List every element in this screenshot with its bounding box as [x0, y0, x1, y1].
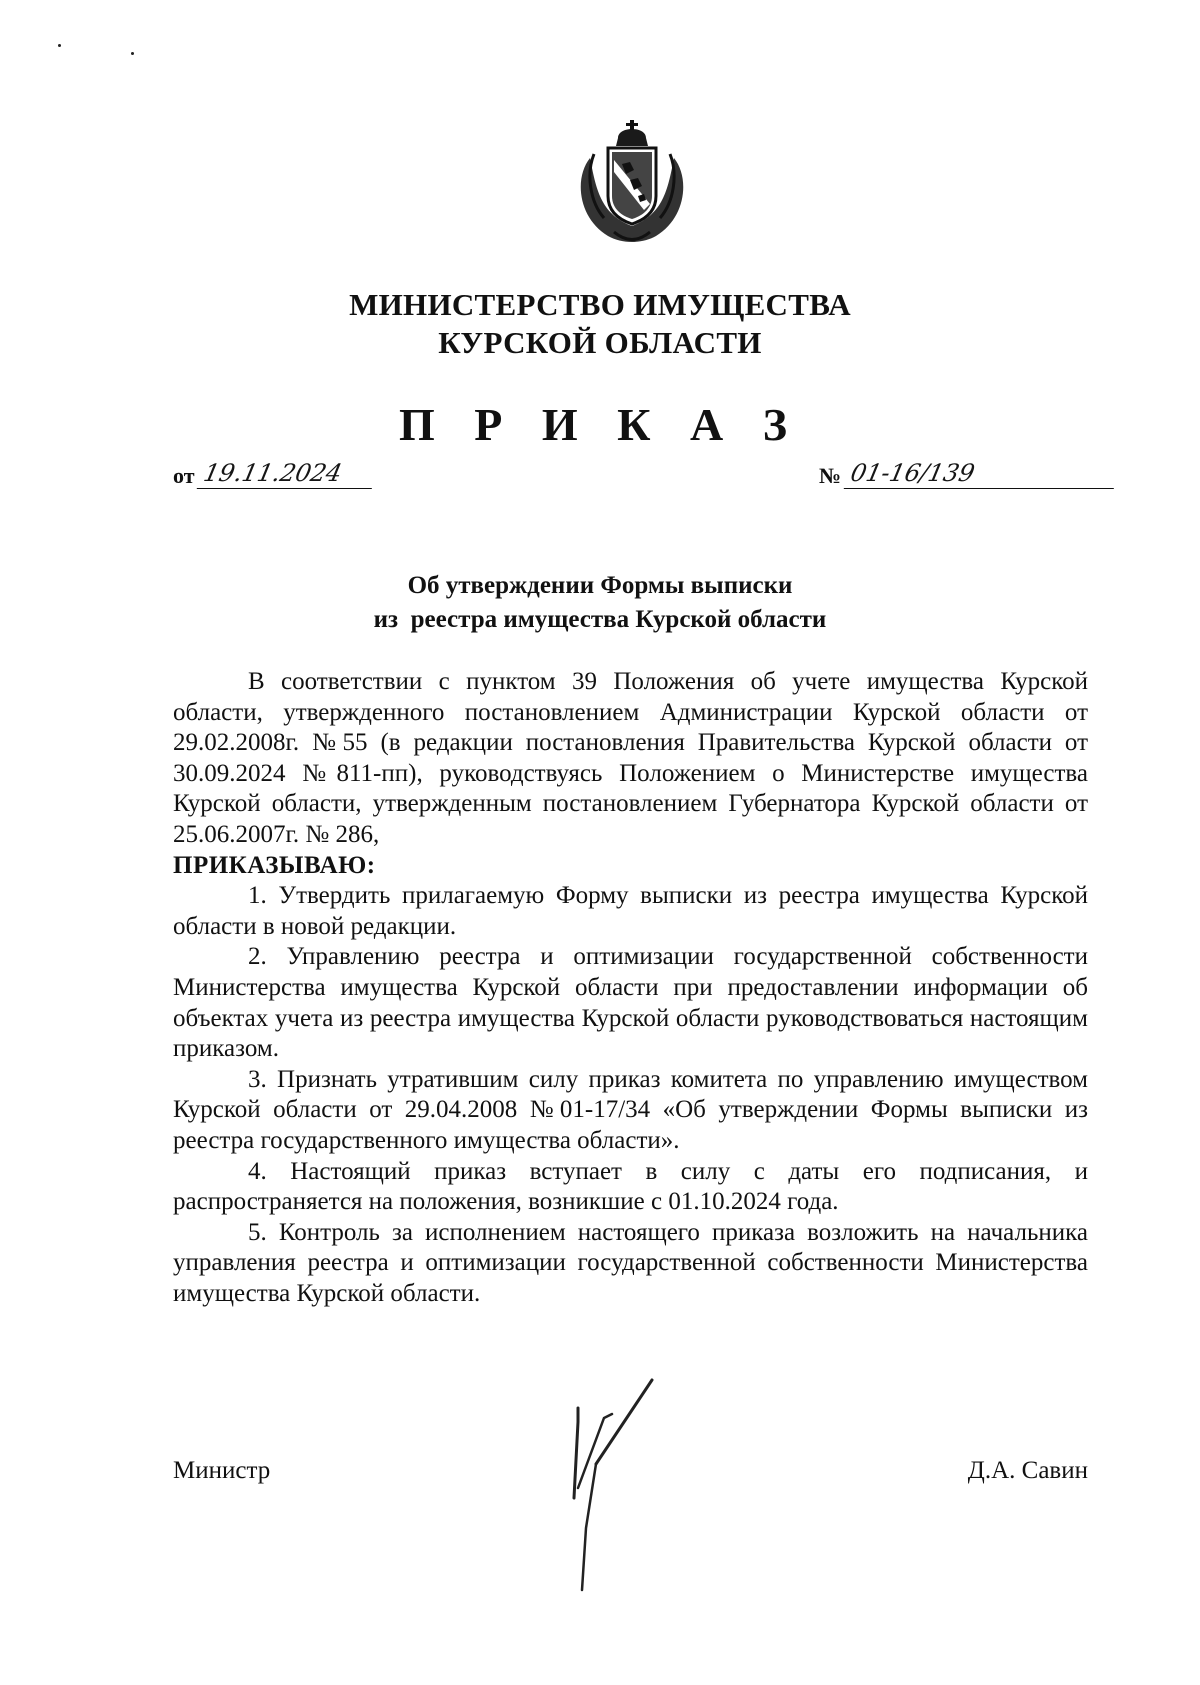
order-item: 3. Признать утратившим силу приказ комитета по управлению имуществом Курской области от 29.04.2008 №01-17/34 «Об утверждении Формы выписки из реестра государственного имущества области».: [173, 1065, 1088, 1154]
order-subject: [0, 569, 1200, 637]
order-date: [173, 458, 375, 494]
decree-word: ПРИКАЗЫВАЮ:: [173, 851, 376, 879]
order-item: 5. Контроль за исполнением настоящего приказа возложить на начальника управления реестра и оптимизации государственной собственности Министерства имущества Курской области.: [173, 1218, 1088, 1307]
ministry-title-line2: КУРСКОЙ ОБЛАСТИ: [438, 325, 762, 360]
order-number: [819, 458, 1117, 494]
signatory-name: Д.А. Савин: [967, 1457, 1088, 1484]
date-label: от: [173, 463, 195, 488]
document-type-title: П Р И К А З: [398, 399, 801, 450]
coat-of-arms-icon: [568, 118, 696, 248]
order-item: 1. Утвердить прилагаемую Форму выписки из реестра имущества Курской области в новой редакции.: [173, 882, 1088, 940]
ministry-title: [0, 286, 1200, 362]
scan-speck: [58, 44, 61, 47]
subject-line2: из реестра имущества Курской области: [373, 606, 827, 633]
date-value: 19.11.2024: [197, 458, 379, 489]
number-value: 01-16/139: [843, 458, 1120, 489]
order-body: [173, 667, 1088, 1309]
subject-line1: Об утверждении Формы выписки: [407, 572, 793, 599]
order-item: 4. Настоящий приказ вступает в силу с даты его подписания, и распространяется на положения, возникшие с 01.10.2024 года.: [173, 1157, 1088, 1216]
order-item: 2. Управлению реестра и оптимизации государственной собственности Министерства имущества Курской области при предоставлении информации об объектах учета из реестра имущества Курской области руководствоваться настоящим приказом.: [173, 943, 1088, 1063]
signature-icon: [556, 1378, 686, 1593]
scan-speck: [131, 52, 134, 55]
ministry-title-line1: МИНИСТЕРСТВО ИМУЩЕСТВА: [349, 287, 851, 322]
preamble-paragraph: В соответствии с пунктом 39 Положения об учете имущества Курской области, утвержденного постановлением Администрации Курской области от 29.02.2008г. №55 (в редакции постановления Правительства Курской области от 30.09.2024 №811-пп), руководствуясь Положением о Министерстве имущества Курской области, утвержденным постановлением Губернатора Курской области от 25.06.2007г. № 286,: [173, 668, 1088, 848]
signatory-position: Министр: [173, 1457, 271, 1484]
number-label: №: [819, 463, 842, 488]
